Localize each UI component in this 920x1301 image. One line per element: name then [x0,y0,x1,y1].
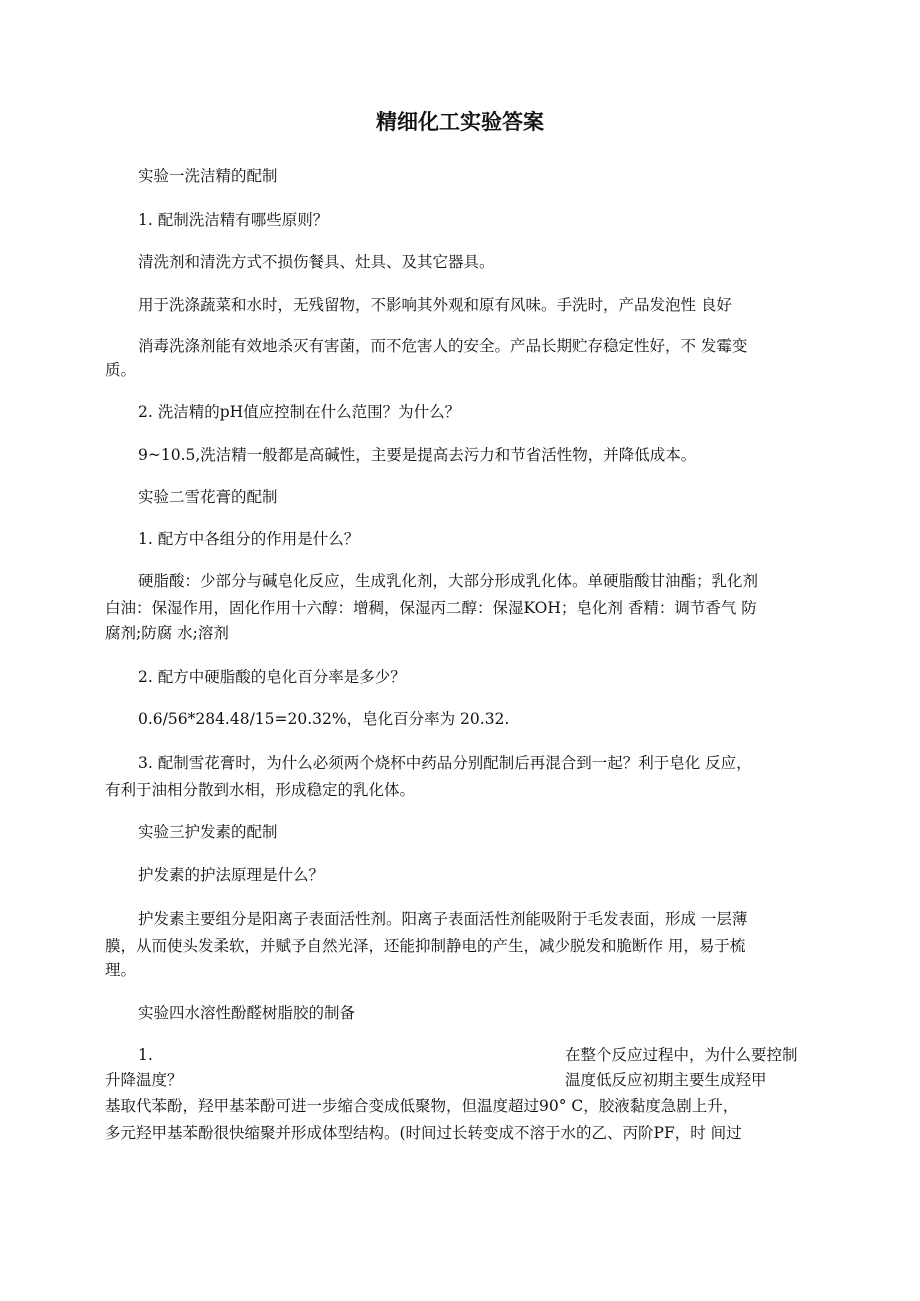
question: 3. 配制雪花膏时，为什么必须两个烧杯中药品分别配制后再混合到一起？利于皂化 反应， [138,754,752,772]
section-heading: 实验二雪花膏的配制 [138,488,278,506]
answer-line: 温度低反应初期主要生成羟甲 [565,1071,767,1089]
answer-line: 膜，从而使头发柔软，并赋予自然光泽，还能抑制静电的产生，减少脱发和脆断作 用，易于梳 [105,937,746,955]
answer-line: 理。 [105,961,137,979]
question: 在整个反应过程中，为什么要控制 [565,1046,798,1064]
answer-line: 消毒洗涤剂能有效地杀灭有害菌，而不危害人的安全。产品长期贮存稳定性好，不 发霉变 [138,337,748,355]
answer-line: 有利于油相分散到水相，形成稳定的乳化体。 [105,781,416,799]
section-heading: 实验三护发素的配制 [138,823,278,841]
answer-line: 质。 [105,361,137,379]
question: 1. 配方中各组分的作用是什么？ [138,530,360,548]
question: 升降温度？ [105,1071,183,1089]
question: 1. 配制洗洁精有哪些原则？ [138,211,329,229]
answer-line: 9~10.5,洗洁精一般都是高碱性，主要是提高去污力和节省活性物，并降低成本。 [138,446,697,464]
answer-line: 多元羟甲基苯酚很快缩聚并形成体型结构。(时间过长转变成不溶于水的乙、丙阶PF，时 间过 [105,1124,742,1142]
answer-line: 护发素主要组分是阳离子表面活性剂。阳离子表面活性剂能吸附于毛发表面，形成 一层薄 [138,910,748,928]
answer-line: 用于洗涤蔬菜和水时，无残留物，不影响其外观和原有风味。手洗时，产品发泡性 良好 [138,296,732,314]
section-heading: 实验一洗洁精的配制 [138,167,278,185]
document-title: 精细化工实验答案 [376,110,544,134]
answer-line: 腐剂;防腐 水;溶剂 [105,624,229,642]
section-heading: 实验四水溶性酚醛树脂胶的制备 [138,1004,356,1022]
answer-line: 0.6/56*284.48/15=20.32%，皂化百分率为 20.32. [138,710,510,728]
answer-line: 基取代苯酚，羟甲基苯酚可进一步缩合变成低聚物，但温度超过90° C，胶液黏度急剧上升， [105,1097,739,1115]
answer-line: 白油：保湿作用，固化作用十六醇：增稠，保湿丙二醇：保湿KOH；皂化剂 香精：调节香气 防 [105,599,757,617]
question-number: 1. [138,1046,153,1064]
question: 2. 配方中硬脂酸的皂化百分率是多少？ [138,668,406,686]
question: 2. 洗洁精的pH值应控制在什么范围？为什么？ [138,403,461,421]
question: 护发素的护法原理是什么？ [138,866,325,884]
answer-line: 清洗剂和清洗方式不损伤餐具、灶具、及其它器具。 [138,253,495,271]
answer-line: 硬脂酸：少部分与碱皂化反应，生成乳化剂，大部分形成乳化体。单硬脂酸甘油酯；乳化剂 [138,572,759,590]
